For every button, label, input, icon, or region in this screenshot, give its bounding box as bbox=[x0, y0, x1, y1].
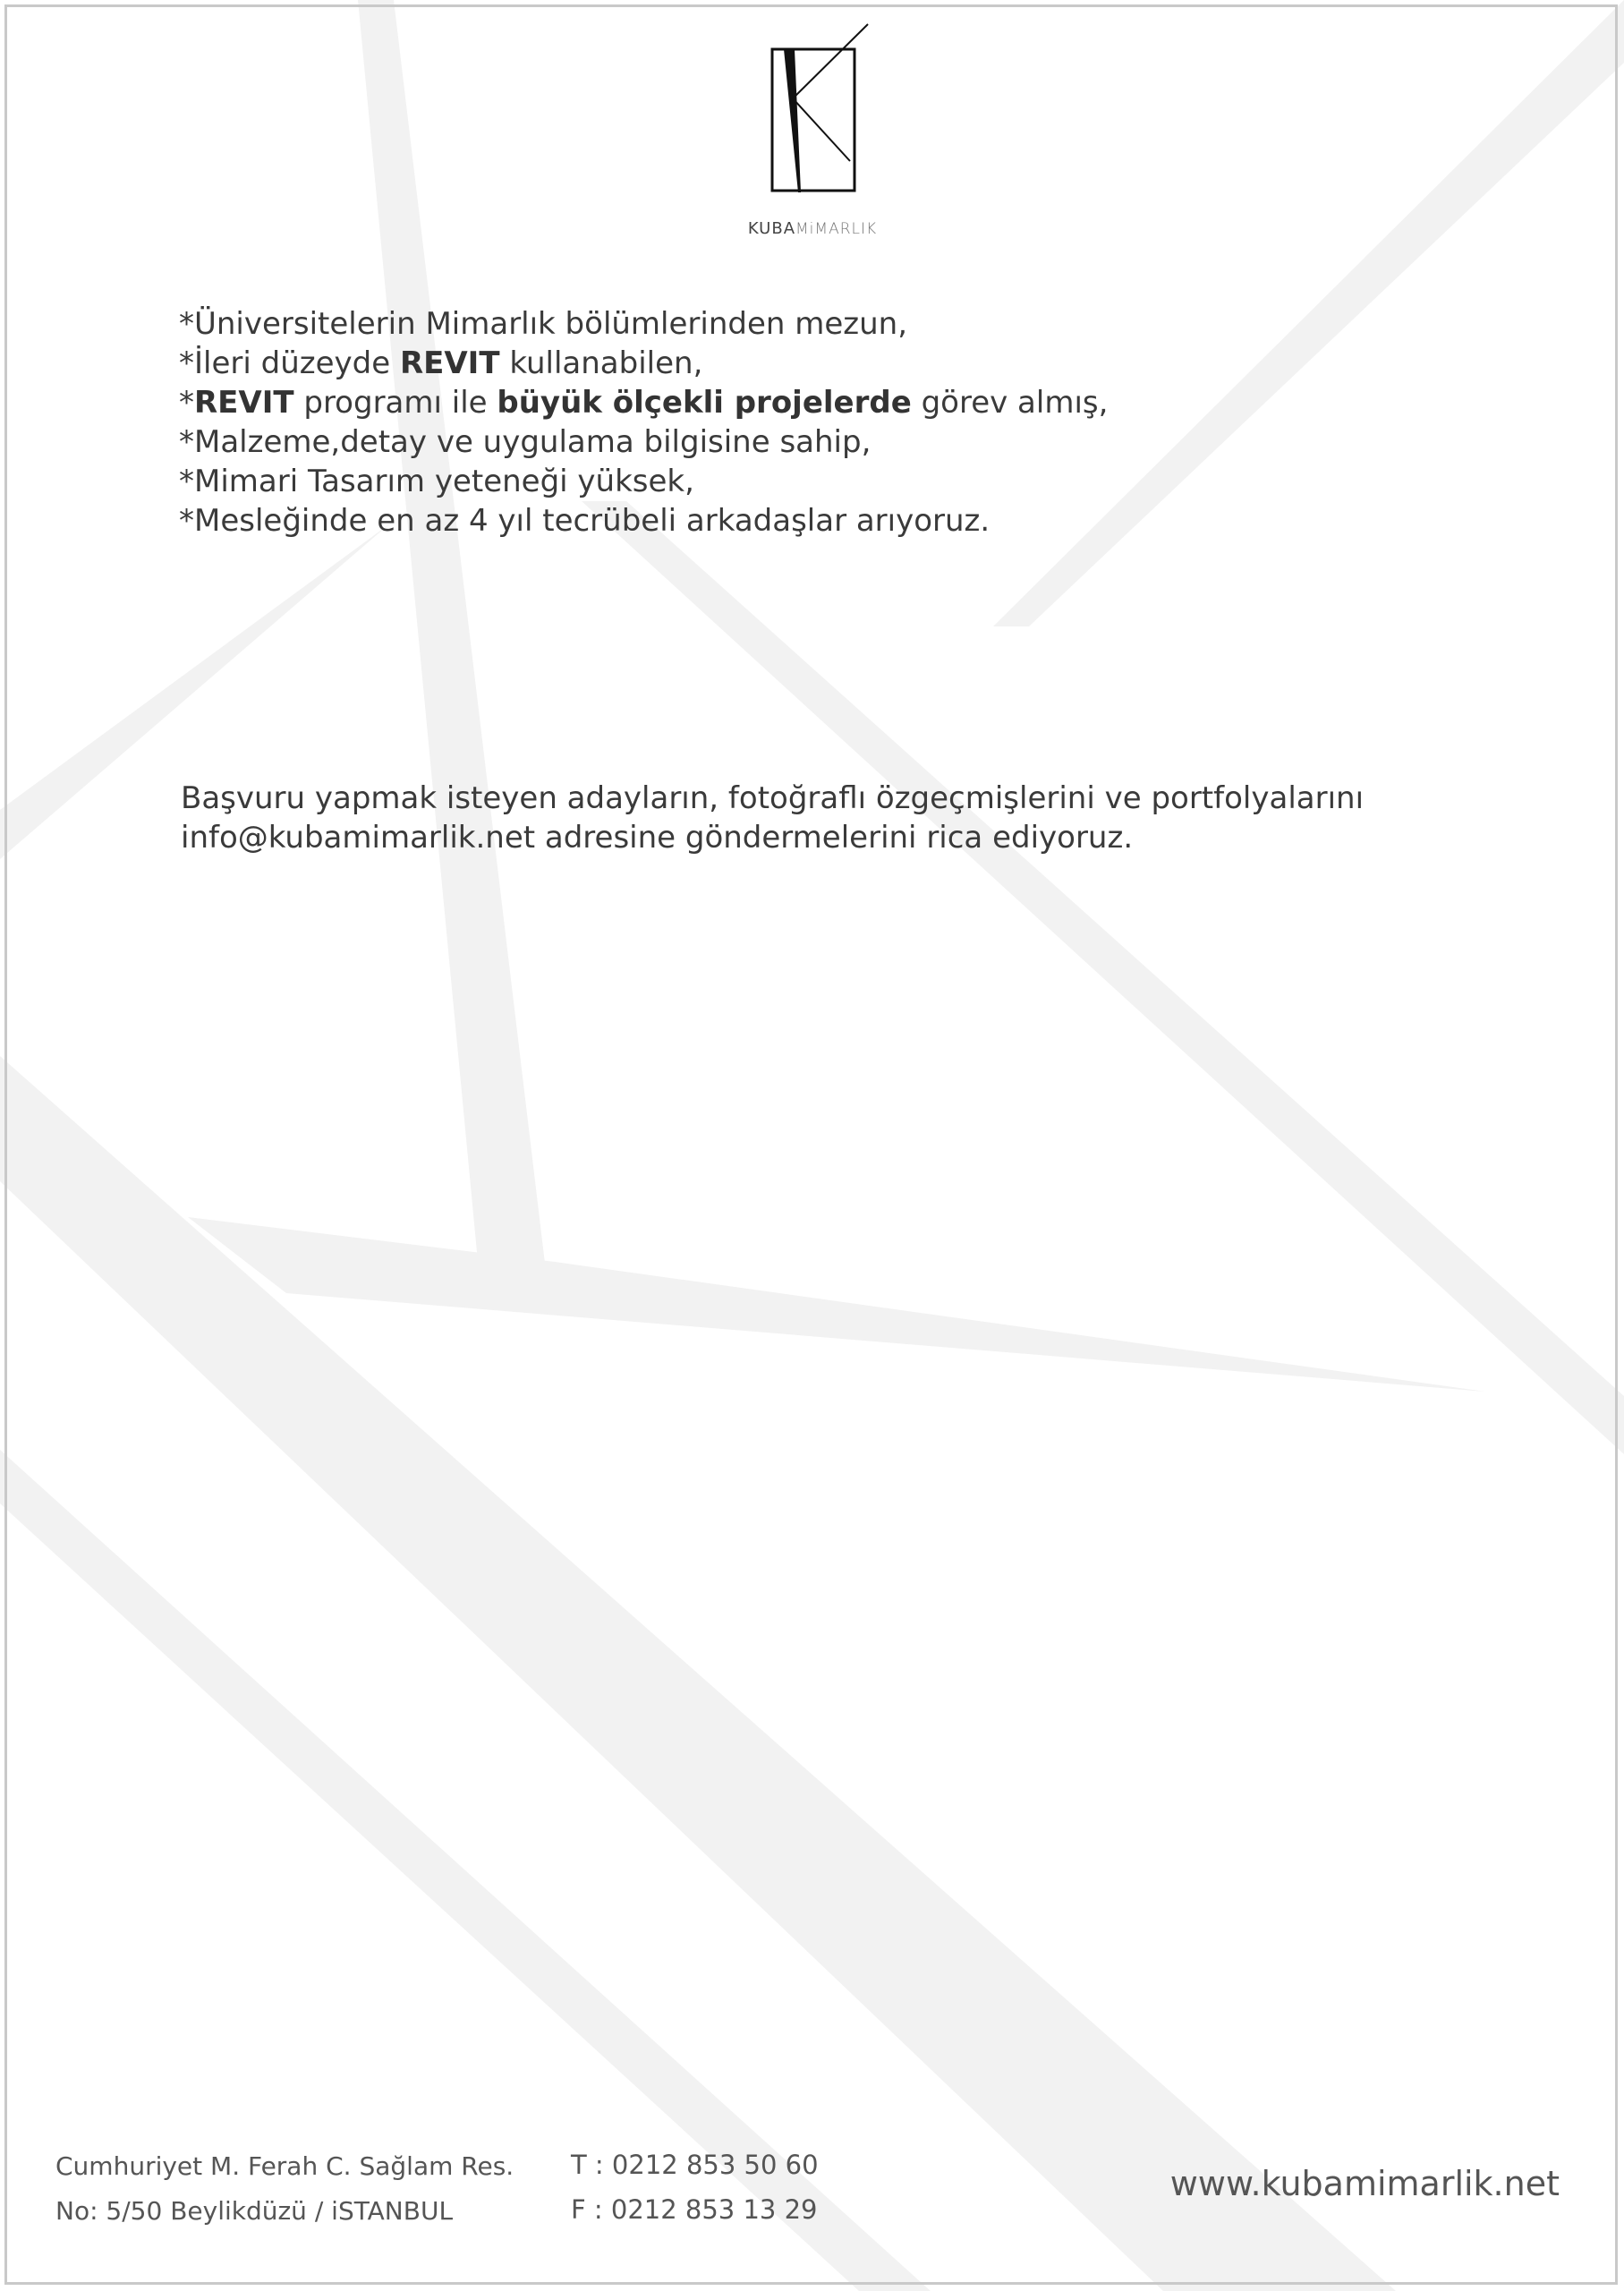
requirement-text: *Malzeme,detay ve uygulama bilgisine sahip, bbox=[179, 424, 872, 460]
requirement-text: programı ile bbox=[293, 385, 497, 421]
logo-wordmark bbox=[732, 219, 893, 238]
application-paragraph bbox=[181, 779, 1364, 857]
phone-number: T : 0212 853 50 60 bbox=[571, 2150, 819, 2180]
requirement-text: kullanabilen, bbox=[499, 345, 703, 381]
requirement-text: *Mimari Tasarım yeteneği yüksek, bbox=[179, 464, 694, 499]
address-line-2: No: 5/50 Beylikdüzü / iSTANBUL bbox=[55, 2196, 454, 2226]
requirement-text: *İleri düzeyde bbox=[179, 345, 400, 381]
company-logo bbox=[747, 22, 878, 246]
requirement-emphasis: REVIT bbox=[194, 385, 294, 421]
requirement-item bbox=[179, 422, 1108, 462]
requirement-text: *Mesleğinde en az 4 yıl tecrübeli arkadaşlar arıyoruz. bbox=[179, 503, 991, 539]
requirement-text: *Üniversitelerin Mimarlık bölümlerinden mezun, bbox=[179, 306, 908, 342]
footer-contact-numbers bbox=[571, 2142, 819, 2232]
requirement-item bbox=[179, 501, 1108, 541]
fax-number: F : 0212 853 13 29 bbox=[571, 2194, 818, 2225]
requirement-item bbox=[179, 462, 1108, 501]
address-line-1: Cumhuriyet M. Ferah C. Sağlam Res. bbox=[55, 2151, 514, 2181]
requirement-text: * bbox=[179, 385, 194, 421]
logo-k-mark-icon bbox=[750, 22, 875, 219]
application-line-2: info@kubamimarlik.net adresine göndermelerini rica ediyoruz. bbox=[181, 820, 1134, 856]
application-line-1: Başvuru yapmak isteyen adayların, fotoğraflı özgeçmişlerini ve portfolyalarını bbox=[181, 780, 1365, 816]
wordmark-bold: KUBA bbox=[747, 219, 796, 238]
requirements-list bbox=[179, 304, 1108, 541]
wordmark-light: MiMARLIK bbox=[795, 220, 878, 238]
requirement-item bbox=[179, 344, 1108, 383]
requirement-item bbox=[179, 304, 1108, 344]
requirement-emphasis: büyük ölçekli projelerde bbox=[497, 385, 912, 421]
footer bbox=[0, 2139, 1624, 2246]
requirement-emphasis: REVIT bbox=[399, 345, 500, 381]
requirement-item bbox=[179, 383, 1108, 422]
footer-address bbox=[55, 2144, 514, 2234]
requirement-text: görev almış, bbox=[911, 385, 1109, 421]
website-link[interactable]: www.kubamimarlik.net bbox=[1169, 2164, 1560, 2203]
